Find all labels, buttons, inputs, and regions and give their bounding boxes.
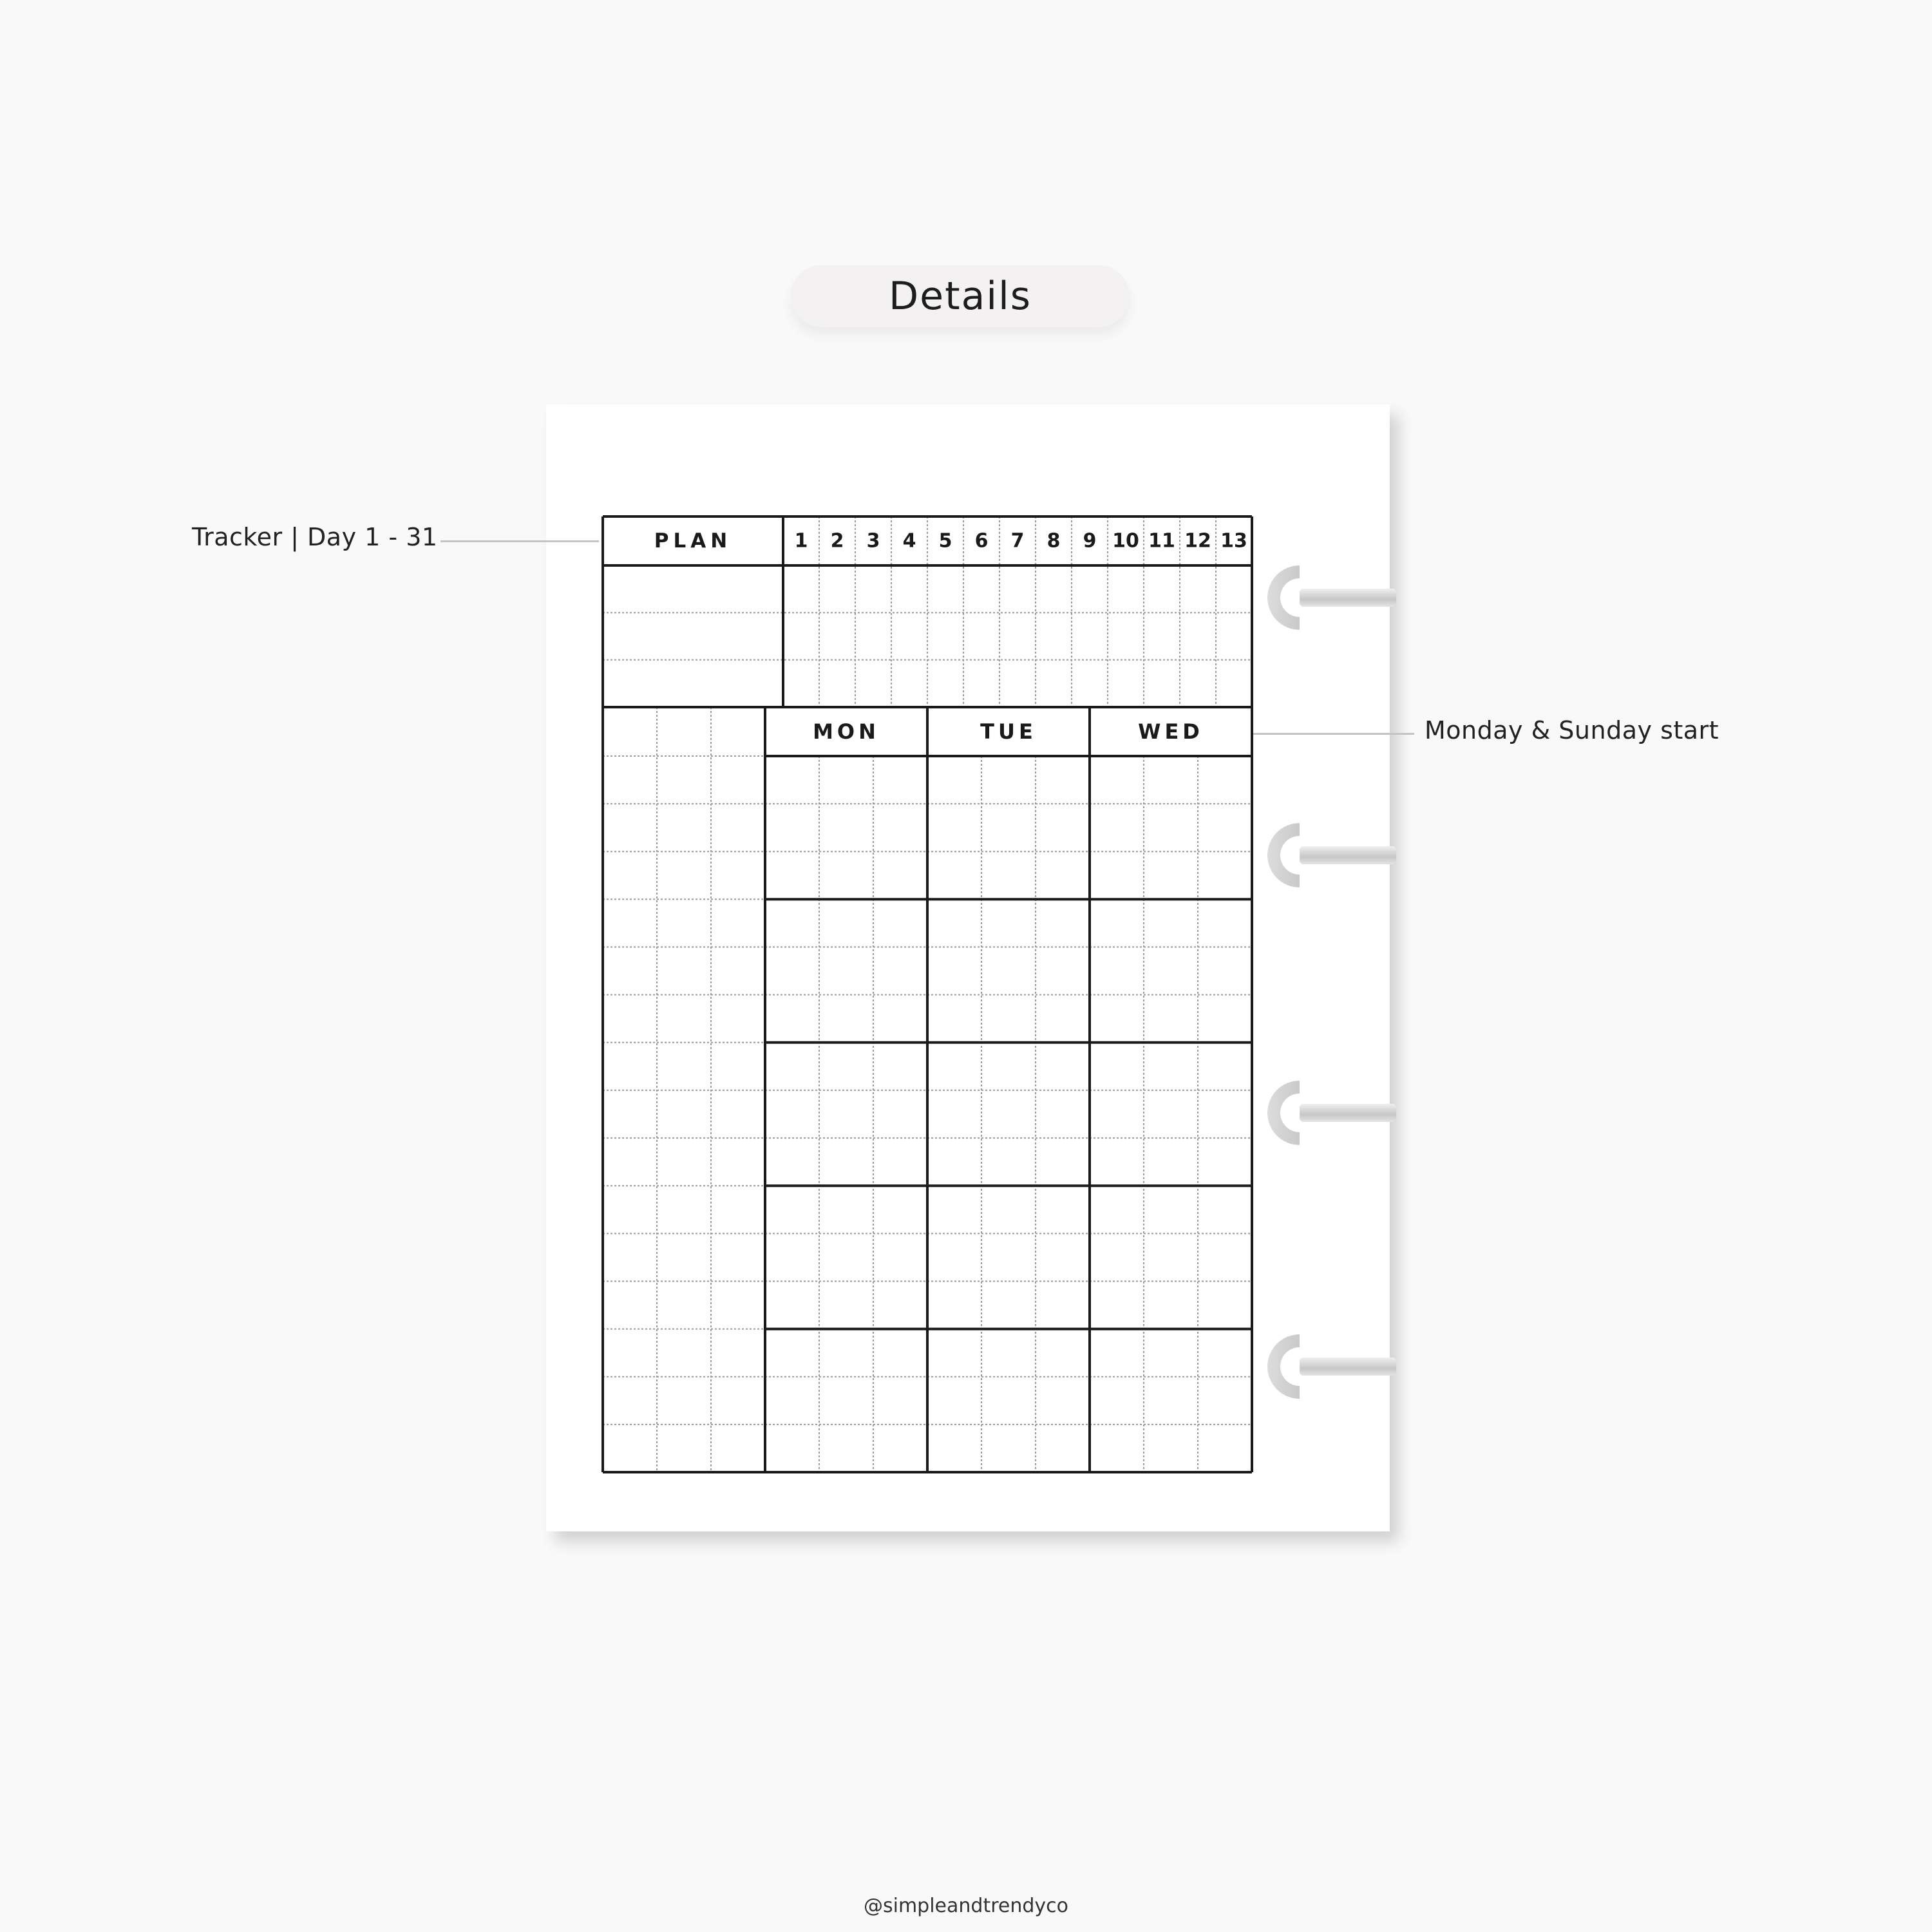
footer-handle: @simpleandtrendyco [863,1895,1069,1917]
tracker-day-number: 2 [830,529,844,553]
page-title: Details [791,265,1130,327]
tracker-day-number: 1 [794,529,808,553]
tracker-callout-line [440,540,599,542]
binder-ring-1 [1267,565,1396,630]
binder-ring-3 [1267,1081,1396,1145]
binder-ring-4 [1267,1334,1396,1399]
tracker-day-number: 4 [902,529,916,553]
tracker-day-number: 9 [1083,529,1097,553]
weekday-header: MON [813,719,880,744]
tracker-day-number: 8 [1046,529,1061,553]
tracker-day-number: 7 [1010,529,1025,553]
tracker-day-number: 6 [974,529,989,553]
weekday-header: TUE [980,719,1037,744]
planner-grid [599,513,1256,1476]
binder-ring-2 [1267,823,1396,887]
weekday-header: WED [1138,719,1204,744]
tracker-day-number: 13 [1220,529,1247,553]
tracker-day-number: 3 [866,529,880,553]
tracker-day-number: 11 [1148,529,1175,553]
start-callout-label: Monday & Sunday start [1425,716,1719,744]
tracker-day-number: 10 [1112,529,1139,553]
plan-label: PLAN [654,529,732,553]
tracker-callout-label: Tracker | Day 1 - 31 [192,523,438,551]
tracker-day-number: 12 [1184,529,1211,553]
start-callout-line [1252,733,1414,735]
tracker-day-number: 5 [938,529,952,553]
